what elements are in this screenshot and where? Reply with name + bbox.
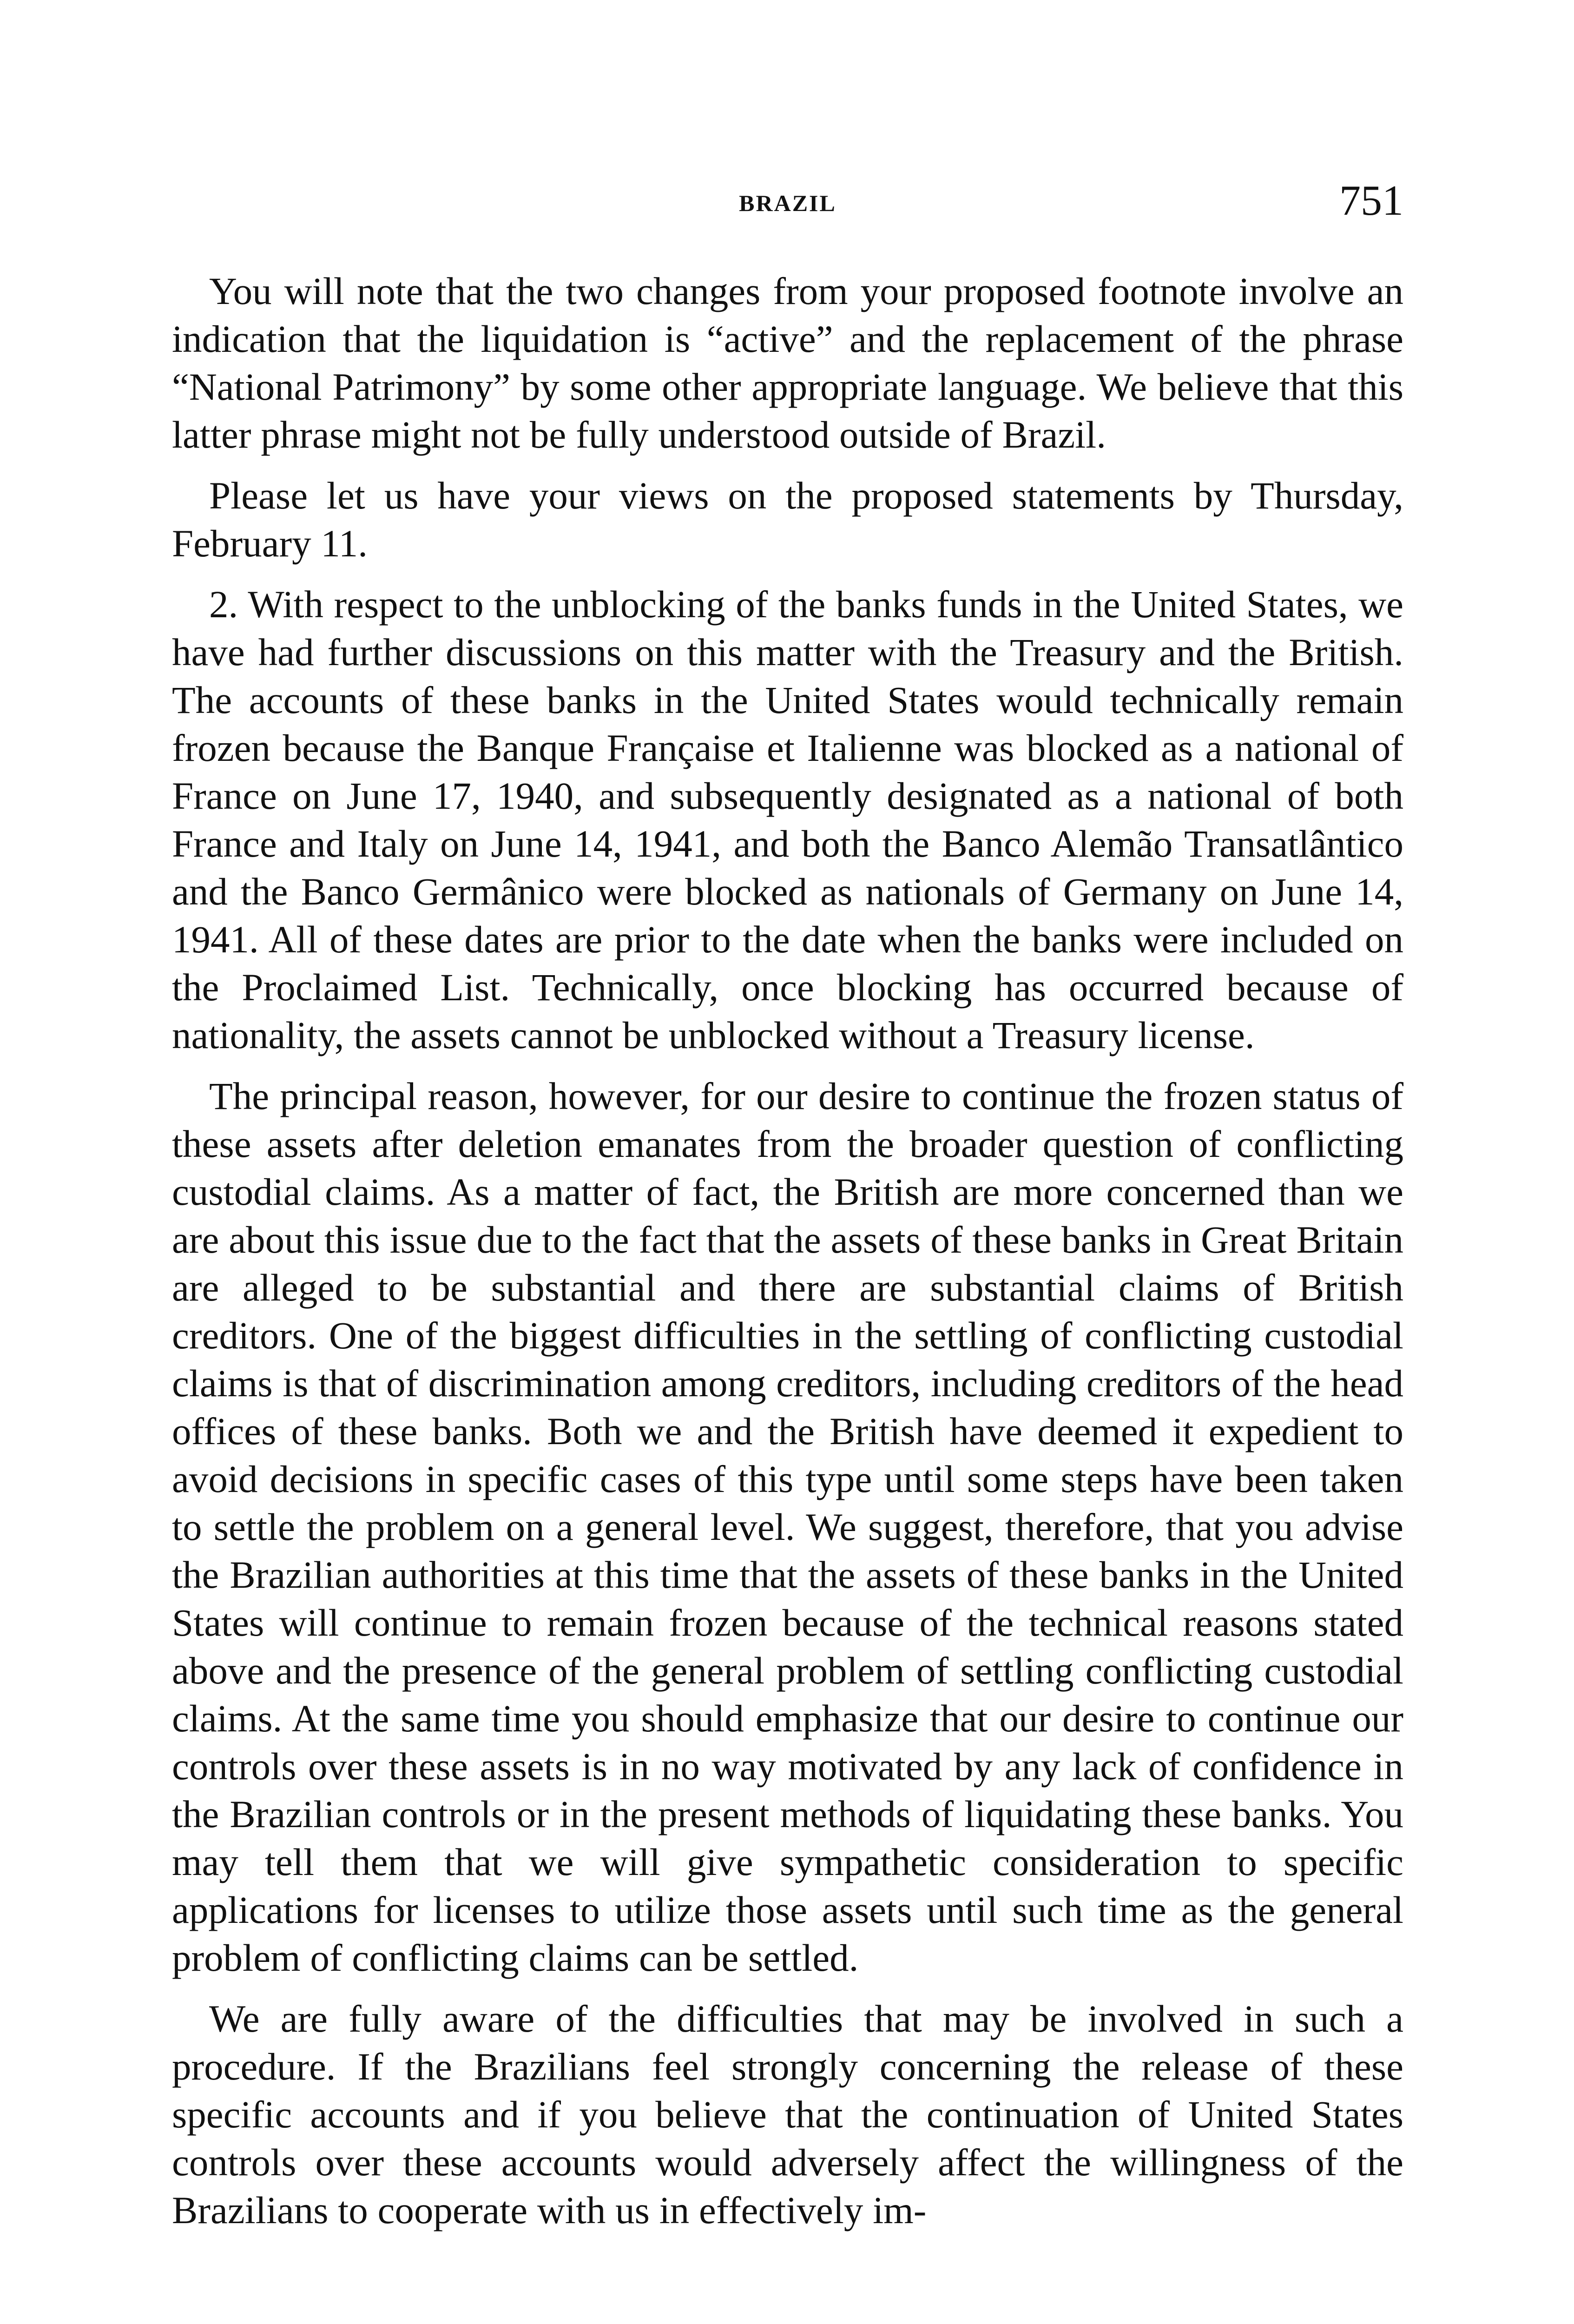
running-head: BRAZIL	[739, 190, 836, 216]
paragraph-principal-reason: The principal reason, however, for our desire to continue the frozen status of these assets after deletion emanates from the broader question of conflicting custodial claims. As a matter of fact, the British are more concerned than we are about this issue due to the fact that the assets of these banks in Great Britain are alleged to be substantial and there are substantial claims of British creditors. One of the biggest difficulties in the settling of conflicting custodial claims is that of discrimination among creditors, including creditors of the head offices of these banks. Both we and the British have deemed it expedient to avoid decisions in specific cases of this type until some steps have been taken to settle the problem on a general level. We suggest, therefore, that you advise the Brazilian authorities at this time that the assets of these banks in the United States will continue to remain frozen because of the technical reasons stated above and the presence of the general problem of settling conflicting custodial claims. At the same time you should emphasize that our desire to continue our controls over these assets is in no way motivated by any lack of confidence in the Brazilian controls or in the present methods of liquidating these banks. You may tell them that we will give sympathetic consideration to specific applications for licenses to utilize those assets until such time as the general problem of conflicting claims can be settled.	[172, 1075, 1403, 1979]
paragraph-views-request: Please let us have your views on the proposed statements by Thursday, February 11.	[172, 474, 1403, 565]
paragraph-difficulties: We are fully aware of the difficulties that may be involved in such a procedure. If the Brazilians feel strongly concerning the release of these specific accounts and if you believe that the continuation of United States controls over these accounts would adversely affect the willingness of the Brazilians to cooperate with us in effectively im-	[172, 1997, 1403, 2232]
paragraph-unblocking-funds: 2. With respect to the unblocking of the banks funds in the United States, we have had further discussions on this matter with the Treasury and the British. The accounts of these banks in the United States would technically remain frozen because the Banque Française et Italienne was blocked as a national of France on June 17, 1940, and subsequently designated as a national of both France and Italy on June 14, 1941, and both the Banco Alemão Transatlântico and the Banco Germânico were blocked as nationals of Germany on June 14, 1941. All of these dates are prior to the date when the banks were included on the Proclaimed List. Technically, once blocking has occurred because of nationality, the assets cannot be unblocked without a Treasury license.	[172, 583, 1403, 1056]
page-header	[172, 176, 1403, 231]
body-text	[172, 267, 1403, 2247]
page-number: 751	[1339, 177, 1403, 224]
paragraph-footnote-changes: You will note that the two changes from your proposed footnote involve an indication that the liquidation is “active” and the replacement of the phrase “National Patrimony” by some other appropriate language. We believe that this latter phrase might not be fully understood outside of Brazil.	[172, 270, 1403, 456]
